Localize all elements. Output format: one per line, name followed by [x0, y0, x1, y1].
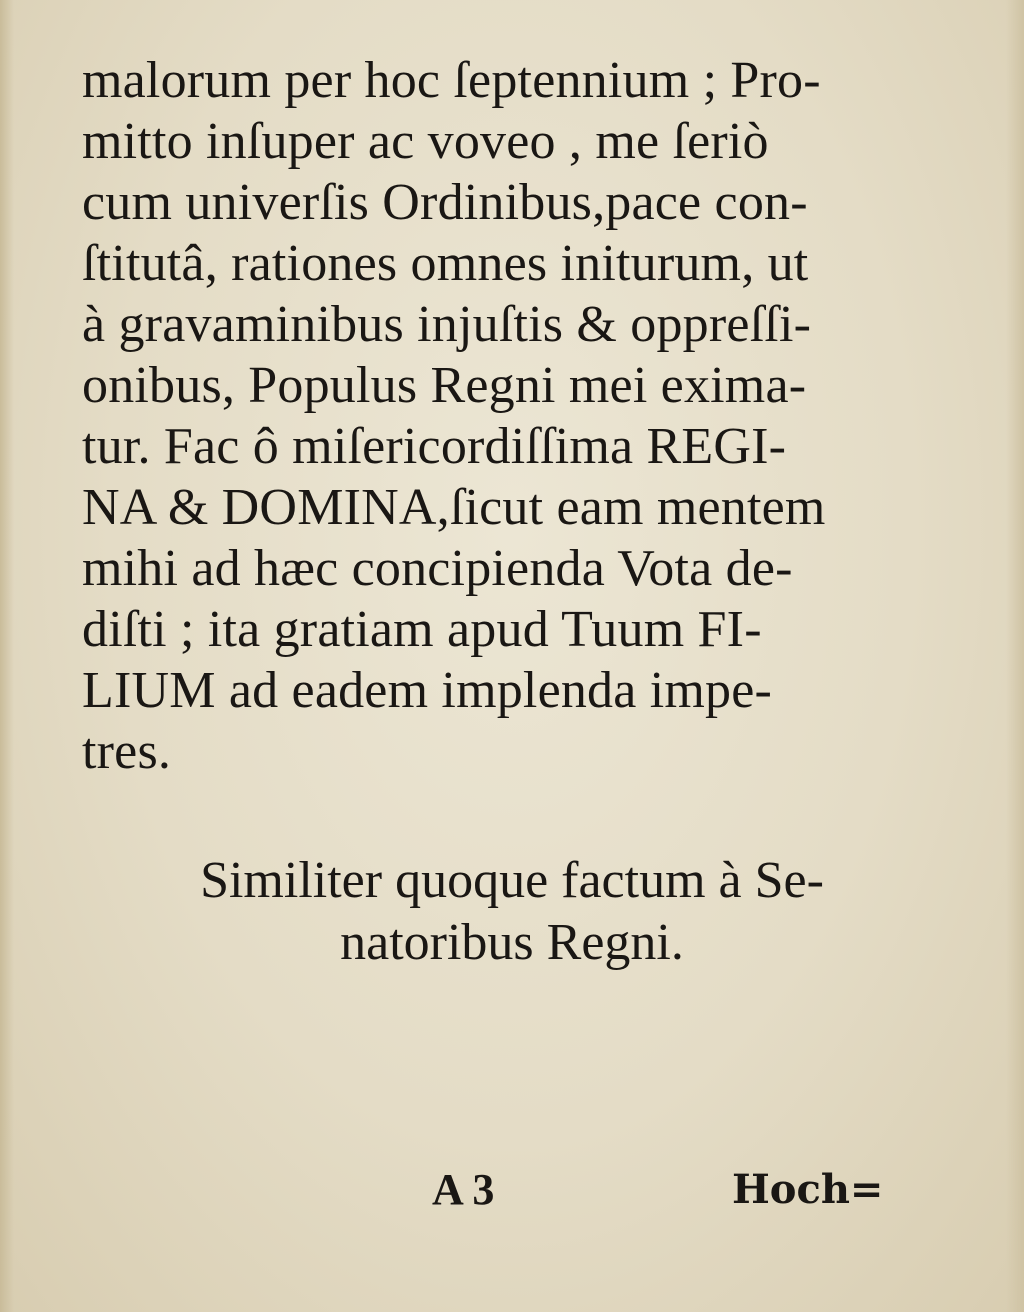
section-heading	[100, 850, 924, 974]
heading-line: Similiter quoque factum à Se-	[200, 852, 824, 909]
text-line: NA & DOMINA,ſicut eam mentem	[82, 479, 826, 536]
text-line: diſti ; ita gratiam apud Tuum FI-	[82, 601, 762, 658]
heading-line: natoribus Regni.	[340, 914, 684, 971]
text-line: mitto inſuper ac voveo , me ſeriò	[82, 113, 769, 170]
text-line: cum univerſis Ordinibus,pace con-	[82, 174, 808, 231]
text-line: malorum per hoc ſeptennium ; Pro-	[82, 52, 821, 109]
text-line: mihi ad hæc concipienda Vota de-	[82, 540, 793, 597]
page-footer	[0, 1160, 1024, 1230]
page-edge-left	[0, 0, 14, 1312]
text-line: onibus, Populus Regni mei exima-	[82, 357, 807, 414]
text-line: tur. Fac ô miſericordiſſima REGI-	[82, 418, 787, 475]
signature-mark: A 3	[432, 1165, 495, 1214]
page-edge-right	[1006, 0, 1024, 1312]
text-line: à gravaminibus injuſtis & oppreſſi-	[82, 296, 812, 353]
catchword: Hoch=	[732, 1166, 884, 1213]
text-line: tres.	[82, 723, 172, 780]
text-line: ſtitutâ, rationes omnes initurum, ut	[82, 235, 809, 292]
text-line: LIUM ad eadem implenda impe-	[82, 662, 773, 719]
body-text	[82, 50, 932, 782]
